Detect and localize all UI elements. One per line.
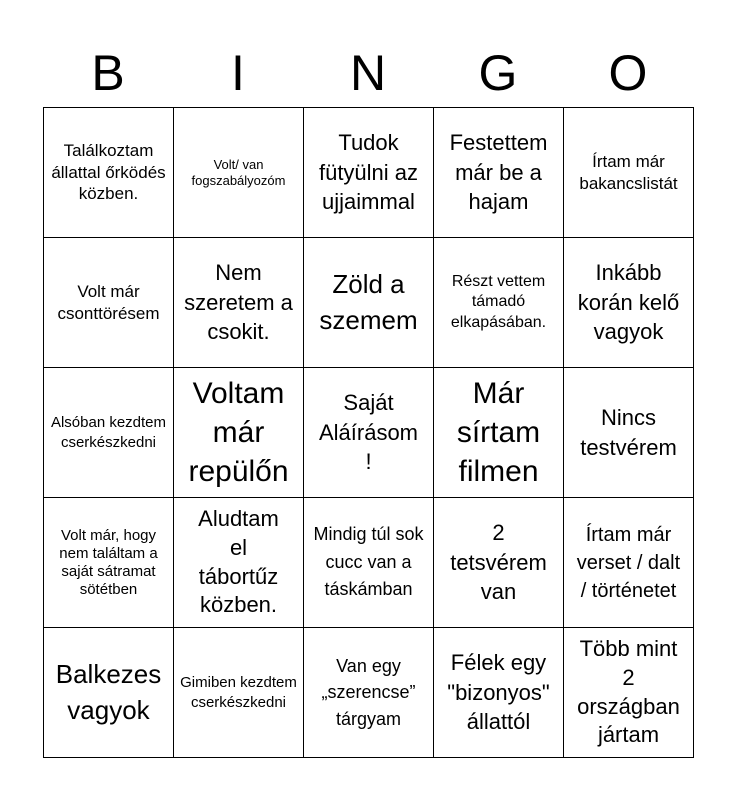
cell-text: Festettem már be a hajam	[449, 129, 548, 215]
bingo-cell[interactable]	[174, 368, 304, 498]
header-letter-n: N	[349, 45, 387, 101]
cell-text: Volt már, hogy nem találtam a saját sátramat sötétben	[59, 526, 158, 598]
bingo-cell[interactable]	[564, 108, 694, 238]
cell-text: Nincs testvérem	[580, 404, 677, 460]
cell-text: Részt vettem támadó elkapásában.	[450, 272, 547, 331]
bingo-cell[interactable]	[304, 628, 434, 758]
bingo-cell[interactable]	[44, 238, 174, 368]
bingo-cell[interactable]	[174, 628, 304, 758]
cell-text: Nem szeretem a csokit.	[184, 259, 293, 345]
bingo-cell[interactable]	[434, 108, 564, 238]
bingo-cell[interactable]	[174, 238, 304, 368]
bingo-cell[interactable]	[304, 108, 434, 238]
header-letter-g: G	[478, 45, 518, 101]
cell-text: Tudok fütyülni az ujjaimmal	[318, 129, 419, 215]
bingo-cell[interactable]	[564, 498, 694, 628]
bingo-cell[interactable]	[564, 628, 694, 758]
cell-text: Volt/ van fogszabályozóm	[191, 156, 286, 188]
cell-text: Írtam már verset / dalt / történetet	[576, 523, 681, 602]
bingo-cell[interactable]	[434, 368, 564, 498]
cell-text: Már sírtam filmen	[456, 377, 541, 488]
bingo-cell[interactable]	[44, 628, 174, 758]
bingo-cell[interactable]	[564, 238, 694, 368]
header-letter-i: I	[231, 45, 245, 101]
bingo-cell[interactable]	[434, 498, 564, 628]
cell-text: Mindig túl sok cucc van a táskámban	[313, 523, 424, 600]
bingo-cell[interactable]	[44, 108, 174, 238]
cell-text: Aludtam el tábortűz közben.	[198, 506, 279, 618]
bingo-cell[interactable]	[44, 368, 174, 498]
cell-text: Voltam már repülőn	[188, 377, 289, 488]
header-letter-b: B	[91, 45, 125, 101]
bingo-cell[interactable]	[174, 498, 304, 628]
cell-text: Van egy „szerencse” tárgyam	[321, 656, 416, 729]
bingo-cell[interactable]	[174, 108, 304, 238]
cell-text: Több mint 2 országban jártam	[577, 636, 680, 748]
bingo-cell[interactable]	[304, 498, 434, 628]
cell-text: Volt már csonttörésem	[57, 281, 160, 323]
cell-text: Alsóban kezdtem cserkészkedni	[50, 414, 167, 451]
cell-text: Saját Aláírásom !	[318, 389, 419, 475]
cell-text: Balkezes vagyok	[55, 659, 162, 725]
cell-text: Inkább korán kelő vagyok	[577, 259, 680, 345]
cell-text: 2 tetsvérem van	[450, 519, 547, 605]
bingo-cell[interactable]	[434, 238, 564, 368]
cell-text: Találkoztam állattal őrködés közben.	[51, 140, 166, 204]
bingo-cell[interactable]	[304, 368, 434, 498]
cell-text: Zöld a szemem	[319, 269, 418, 335]
bingo-cell[interactable]	[434, 628, 564, 758]
bingo-grid	[43, 107, 694, 758]
header-letter-o: O	[608, 45, 648, 101]
cell-text: Gimiben kezdtem cserkészkedni	[180, 674, 297, 711]
bingo-cell[interactable]	[304, 238, 434, 368]
cell-text: Írtam már bakancslistát	[579, 151, 678, 193]
bingo-cell[interactable]	[44, 498, 174, 628]
bingo-cell[interactable]	[564, 368, 694, 498]
bingo-header	[43, 40, 693, 106]
cell-text: Félek egy "bizonyos" állattól	[447, 649, 550, 735]
